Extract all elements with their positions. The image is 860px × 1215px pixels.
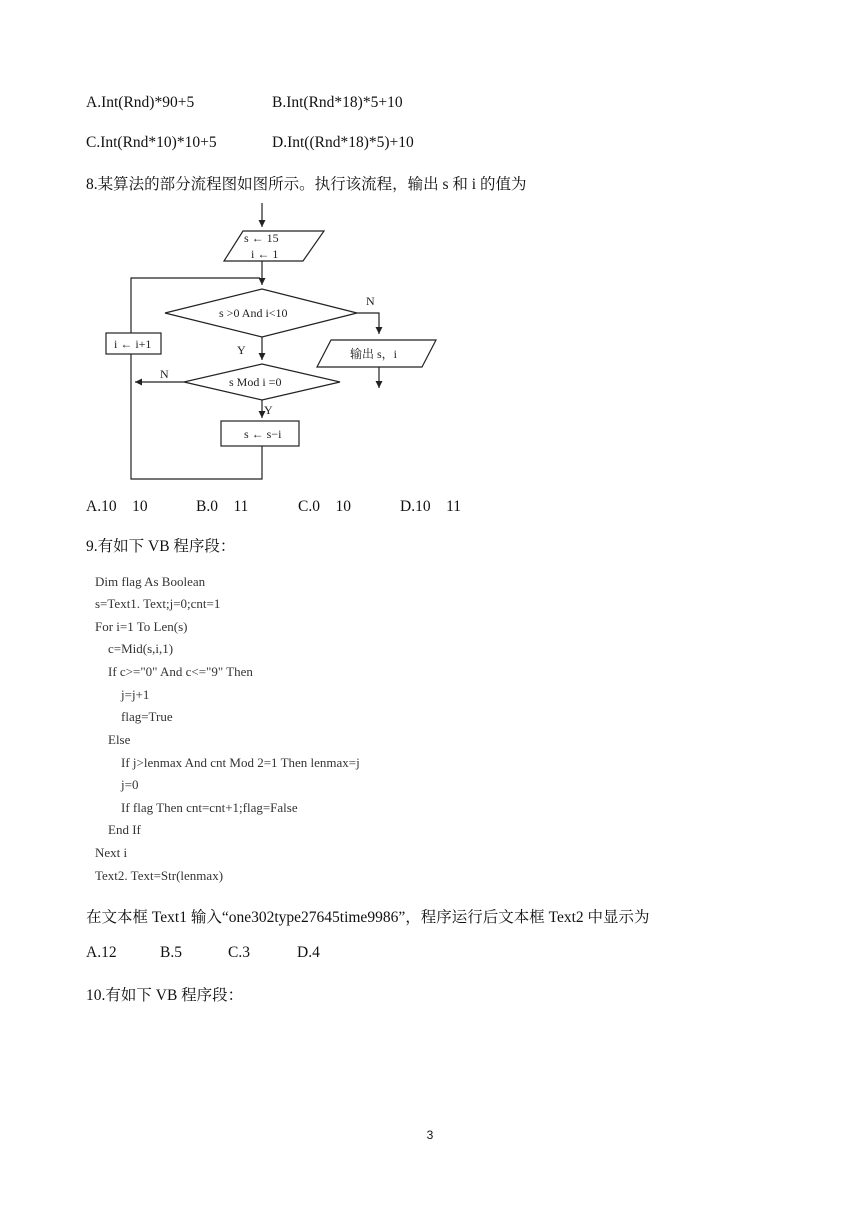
- q7-option-a: A.Int(Rnd)*90+5: [86, 94, 195, 111]
- q8-stem: 8.某算法的部分流程图如图所示。执行该流程，输出 s 和 i 的值为: [86, 176, 527, 193]
- code-line: If j>lenmax And cnt Mod 2=1 Then lenmax=j: [95, 755, 360, 770]
- fc-cond1-no: N: [366, 294, 375, 308]
- fc-cond2-yes: Y: [264, 403, 273, 417]
- q8-option-b: B.0 11: [196, 498, 249, 515]
- q9-option-c: C.3: [228, 944, 250, 961]
- fc-cond1: s >0 And i<10: [219, 306, 288, 320]
- code-line: Else: [95, 732, 131, 747]
- code-line: c=Mid(s,i,1): [95, 641, 174, 656]
- q9-stem: 9.有如下 VB 程序段：: [86, 538, 236, 555]
- code-line: s=Text1. Text;j=0;cnt=1: [95, 596, 221, 611]
- fc-cond1-yes: Y: [237, 343, 246, 357]
- code-line: If c>="0" And c<="9" Then: [95, 664, 253, 679]
- code-line: j=j+1: [95, 687, 150, 702]
- code-line: If flag Then cnt=cnt+1;flag=False: [95, 800, 298, 815]
- code-line: End If: [95, 822, 141, 837]
- q8-option-c: C.0 10: [298, 498, 351, 515]
- q9-question: 在文本框 Text1 输入“one302type27645time9986”，程序运行后文本框 Text2 中显示为: [86, 909, 650, 926]
- code-line: Text2. Text=Str(lenmax): [95, 868, 224, 883]
- fc-cond2-no: N: [160, 367, 169, 381]
- q9-option-a: A.12: [86, 944, 117, 961]
- q9-option-d: D.4: [297, 944, 320, 961]
- fc-update: s ← s−i: [244, 427, 282, 441]
- q8-flowchart: [0, 0, 860, 500]
- q10-stem: 10.有如下 VB 程序段：: [86, 987, 244, 1004]
- code-line: For i=1 To Len(s): [95, 619, 188, 634]
- q8-option-a: A.10 10: [86, 498, 148, 515]
- fc-init-i: i ← 1: [251, 247, 279, 261]
- q9-option-b: B.5: [160, 944, 182, 961]
- page-number: 3: [426, 1128, 434, 1142]
- fc-output: 输出 s，i: [350, 347, 398, 361]
- code-line: j=0: [95, 777, 139, 792]
- q7-option-c: C.Int(Rnd*10)*10+5: [86, 134, 217, 151]
- code-line: flag=True: [95, 709, 173, 724]
- q7-option-d: D.Int((Rnd*18)*5)+10: [272, 134, 414, 151]
- q7-option-b: B.Int(Rnd*18)*5+10: [272, 94, 403, 111]
- fc-init-s: s ← 15: [244, 231, 279, 245]
- code-line: Dim flag As Boolean: [95, 574, 206, 589]
- fc-cond2: s Mod i =0: [229, 375, 282, 389]
- code-line: Next i: [95, 845, 128, 860]
- fc-increment: i ← i+1: [114, 337, 152, 351]
- q8-option-d: D.10 11: [400, 498, 461, 515]
